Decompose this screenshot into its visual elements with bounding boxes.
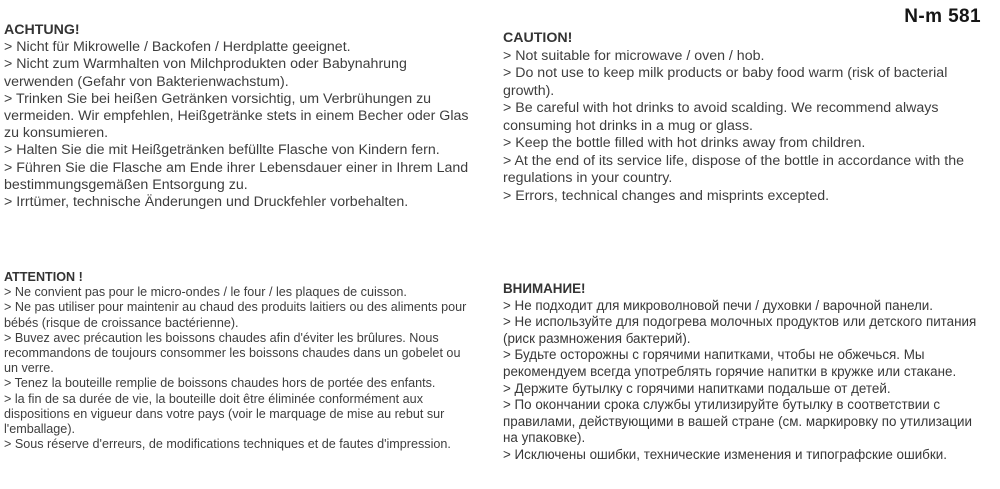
notice-line: > Buvez avec précaution les boissons chaudes afin d'éviter les brûlures. Nous recommandons de toujours consommer les boissons chaudes dans un gobelet ou un verre. bbox=[4, 330, 461, 376]
notice-line: > По окончании срока службы утилизируйте бутылку в соответствии с правилами, действующими в вашей стране (см. маркировку по утилизации на упаковке). bbox=[503, 397, 972, 446]
notice-line: > Führen Sie die Flasche am Ende ihrer Lebensdauer einer in Ihrem Land bestimmungsgemäßen Entsorgung zu. bbox=[4, 159, 469, 193]
section-german bbox=[4, 22, 472, 211]
notice-line: > Исключены ошибки, технические изменения и типографские ошибки. bbox=[503, 446, 947, 462]
notice-line: > la fin de sa durée de vie, la bouteille doit être éliminée conformément aux dispositions en vigueur dans votre pays (voir le marquage de mise au rebut sur l'emballage). bbox=[4, 391, 445, 437]
notice-line: > Ne convient pas pour le micro-ondes / le four / les plaques de cuisson. bbox=[4, 285, 407, 300]
section-french bbox=[4, 270, 476, 452]
notice-line: > Держите бутылку с горячими напитками подальше от детей. bbox=[503, 380, 891, 396]
notice-line: > Keep the bottle filled with hot drinks away from children. bbox=[503, 135, 866, 151]
section-russian bbox=[503, 281, 987, 464]
notice-line: > Do not use to keep milk products or baby food warm (risk of bacterial growth). bbox=[503, 65, 948, 99]
notice-line: > Be careful with hot drinks to avoid scalding. We recommend always consuming hot drinks in a mug or glass. bbox=[503, 100, 939, 134]
section-heading-german: ACHTUNG! bbox=[4, 22, 80, 38]
notice-line: > Будьте осторожны с горячими напитками, чтобы не обжечься. Мы рекомендуем всегда употреблять горячие напитки в кружке или стакане. bbox=[503, 347, 957, 379]
notice-line: > Halten Sie die mit Heißgetränken befüllte Flasche von Kindern fern. bbox=[4, 142, 440, 159]
notice-line: > Nicht zum Warmhalten von Milchprodukten oder Babynahrung verwenden (Gefahr von Bakterienwachstum). bbox=[4, 56, 407, 90]
notice-line: > Не используйте для подогрева молочных продуктов или детского питания (риск размножения бактерий). bbox=[503, 314, 977, 346]
notice-line: > Nicht für Mikrowelle / Backofen / Herdplatte geeignet. bbox=[4, 39, 351, 56]
notice-line: > Tenez la bouteille remplie de boissons chaudes hors de portée des enfants. bbox=[4, 376, 436, 391]
section-english bbox=[503, 30, 987, 205]
notice-line: > Trinken Sie bei heißen Getränken vorsichtig, um Verbrühungen zu vermeiden. Wir empfehlen, Heißgetränke stets in einem Becher oder Glas zu konsumieren. bbox=[4, 90, 469, 142]
notice-line: > Errors, technical changes and misprints excepted. bbox=[503, 187, 830, 204]
notice-line: > At the end of its service life, dispose of the bottle in accordance with the regulations in your country. bbox=[503, 152, 964, 186]
notice-line: > Sous réserve d'erreurs, de modifications techniques et de fautes d'impression. bbox=[4, 437, 451, 452]
notice-line: > Not suitable for microwave / oven / hob. bbox=[503, 47, 765, 64]
section-heading-english: CAUTION! bbox=[503, 30, 573, 46]
notice-line: > Irrtümer, technische Änderungen und Druckfehler vorbehalten. bbox=[4, 194, 409, 211]
section-heading-russian: ВНИМАНИЕ! bbox=[503, 281, 586, 296]
notice-line: > Не подходит для микроволновой печи / духовки / варочной панели. bbox=[503, 297, 933, 313]
notice-line: > Ne pas utiliser pour maintenir au chaud des produits laitiers ou des aliments pour bébés (risque de croissance bactérienne). bbox=[4, 300, 467, 330]
section-heading-french: ATTENTION ! bbox=[4, 270, 83, 284]
document-code: N-m 581 bbox=[904, 6, 981, 27]
